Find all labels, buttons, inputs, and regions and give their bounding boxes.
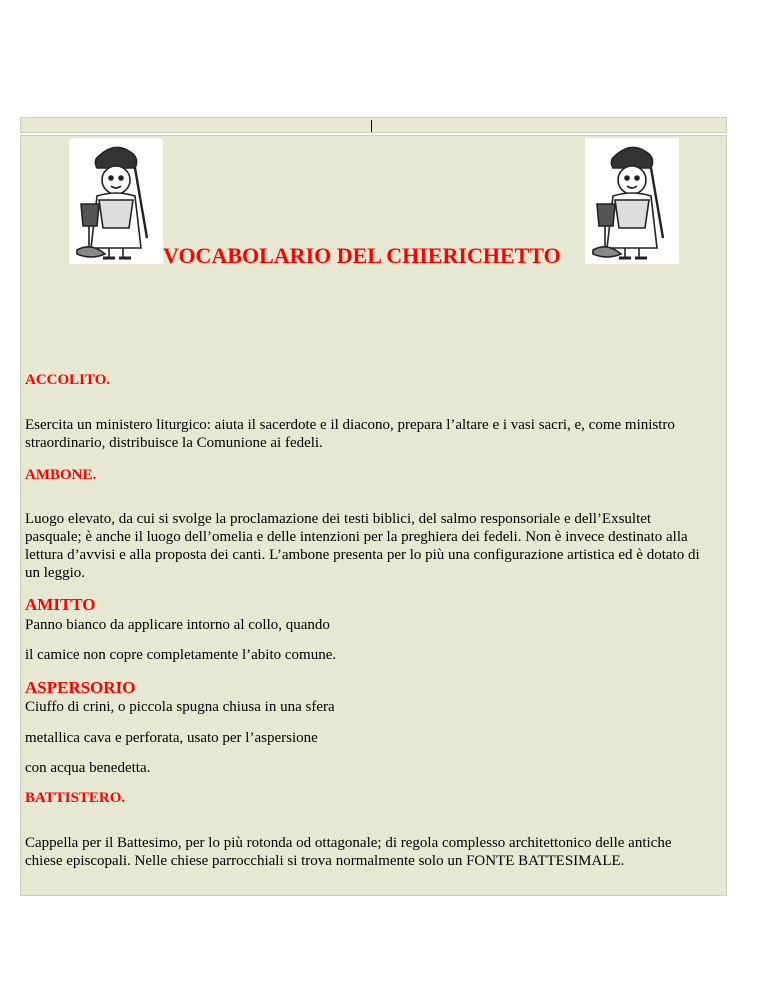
definition-line: con acqua benedetta. — [25, 760, 151, 776]
definition-line: Esercita un ministero liturgico: aiuta il sacerdote e il diacono, prepara l’altare e i vasi sacri, e, come ministro — [25, 417, 675, 433]
definition-line: Panno bianco da applicare intorno al collo, quando — [25, 617, 330, 633]
definition-line: Luogo elevato, da cui si svolge la proclamazione dei testi biblici, del salmo responsoriale e dell’Exsultet — [25, 511, 652, 527]
definition-line: Ciuffo di crini, o piccola spugna chiusa in una sfera — [25, 699, 335, 715]
term-battistero: BATTISTERO. — [25, 790, 126, 806]
definition-line: straordinario, distribuisce la Comunione ai fedeli. — [25, 435, 323, 451]
altar-boy-illustration-left — [69, 138, 163, 264]
term-ambone: AMBONE. — [25, 467, 97, 483]
altar-boy-drawing-left — [69, 138, 163, 264]
definition-line: lettura d’avvisi e alla proposta dei canti. L’ambone presenta per lo più una configurazione artistica ed è dotato di — [25, 547, 700, 563]
definition-line: chiese episcopali. Nelle chiese parrocchiali si trova normalmente solo un FONTE BATTESIMALE. — [25, 853, 625, 869]
text-cursor — [371, 120, 372, 132]
top-bar — [20, 117, 727, 133]
altar-boy-illustration-right — [585, 138, 679, 264]
term-accolito: ACCOLITO. — [25, 372, 111, 388]
definition-line: Cappella per il Battesimo, per lo più rotonda od ottagonale; di regola complesso architettonico delle antiche — [25, 835, 672, 851]
definition-line: metallica cava e perforata, usato per l’aspersione — [25, 730, 318, 746]
altar-boy-drawing-right — [585, 138, 679, 264]
page-title: VOCABOLARIO DEL CHIERICHETTO — [163, 243, 561, 268]
definition-line: un leggio. — [25, 565, 85, 581]
definition-line: pasquale; è anche il luogo dell’omelia e delle intenzioni per la preghiera dei fedeli. Non è invece destinato alla — [25, 529, 688, 545]
content-panel — [20, 135, 727, 896]
term-aspersorio: ASPERSORIO — [25, 678, 136, 697]
definition-line: il camice non copre completamente l’abito comune. — [25, 647, 337, 663]
term-amitto: AMITTO — [25, 595, 96, 614]
